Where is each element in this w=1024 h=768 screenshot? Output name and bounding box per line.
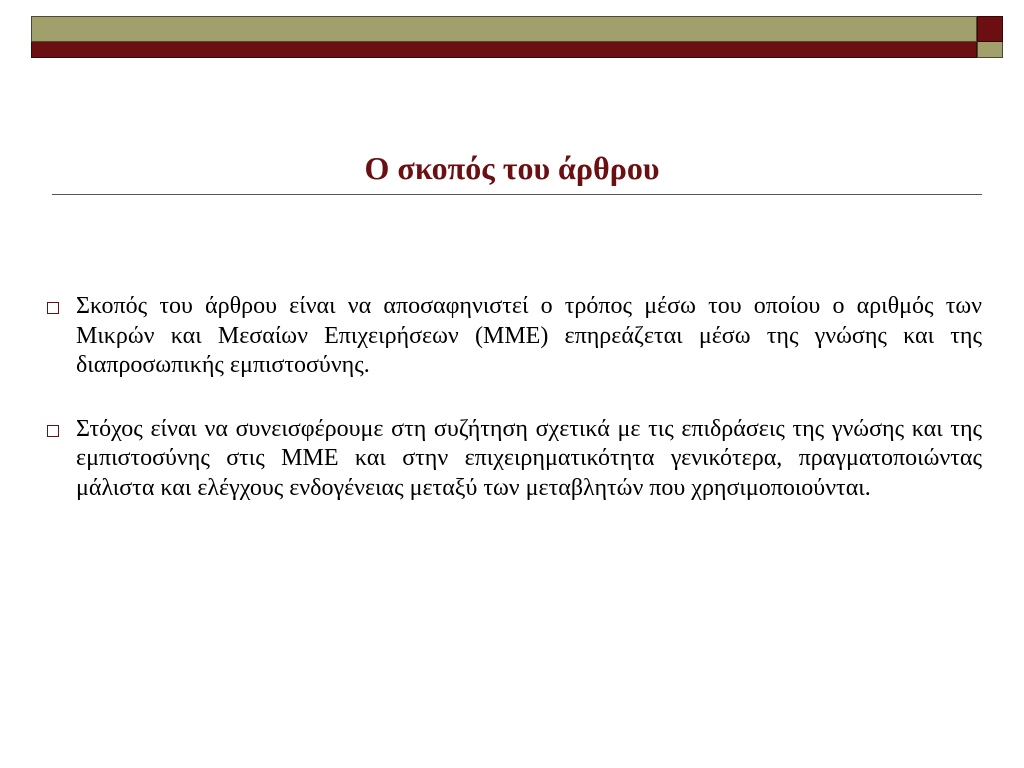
bullet-list [42, 292, 982, 537]
header-corner-olive-square [977, 42, 1003, 58]
hollow-square-bullet-icon [47, 425, 59, 437]
bullet-text: Σκοπός του άρθρου είναι να αποσαφηνιστεί ο τρόπος μέσω του οποίου ο αριθμός των Μικρών και Μεσαίων Επιχειρήσεων (ΜΜΕ) επηρεάζεται μέσω της γνώσης και της διαπροσωπικής εμπιστοσύνης. [76, 293, 982, 378]
hollow-square-bullet-icon [47, 302, 59, 314]
bullet-text: Στόχος είναι να συνεισφέρουμε στη συζήτηση σχετικά με τις επιδράσεις της γνώσης και της εμπιστοσύνης στις ΜΜΕ και στην επιχειρηματικότητα γενικότερα, πραγματοποιώντας μάλιστα και ελέγχους ενδογένειας μεταξύ των μεταβλητών που χρησιμοποιούνται. [76, 415, 982, 501]
list-item [42, 415, 982, 504]
list-item [42, 292, 982, 381]
header-band-olive [31, 16, 977, 42]
header-corner-maroon-square [977, 16, 1003, 42]
title-divider [52, 194, 982, 195]
slide-title: Ο σκοπός του άρθρου [364, 150, 660, 186]
header-band-maroon [31, 42, 977, 58]
